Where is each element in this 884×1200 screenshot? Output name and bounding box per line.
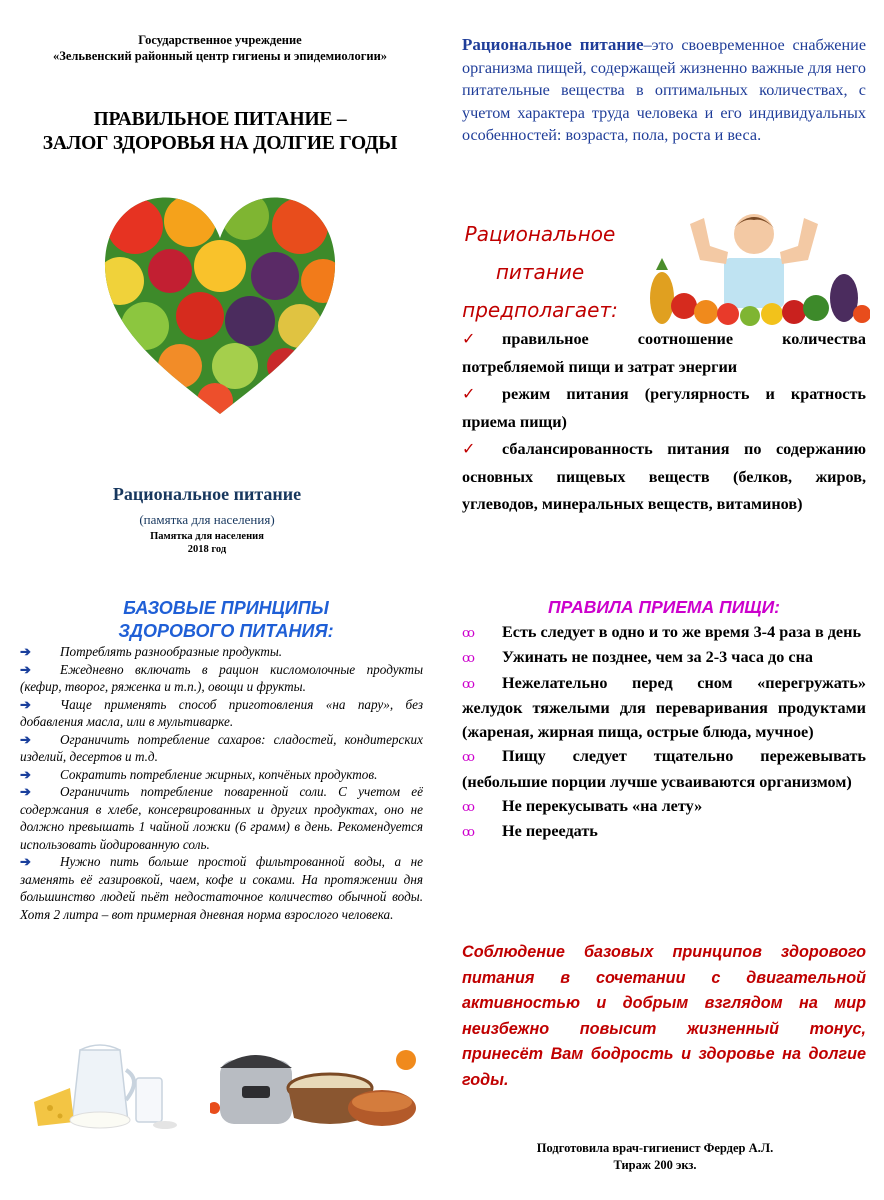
rule-item [462, 819, 866, 844]
closing-statement: Соблюдение базовых принципов здорового питания в сочетании с двигательной активностью и добрым взглядом на мир неизбежно повысит жизненный тонус, принесёт Вам бодрость и здоровье на долгие годы. [462, 943, 866, 1089]
principle-item [20, 853, 423, 923]
rules-title: ПРАВИЛА ПРИЕМА ПИЩИ: [547, 597, 781, 617]
principle-item [20, 661, 423, 696]
definition-paragraph [462, 34, 866, 147]
organization-name [20, 32, 420, 64]
implies-heading-line-3: предполагает: [462, 298, 618, 322]
organization-line-2: «Зельвенский районный центр гигиены и эпидемиологии» [52, 49, 388, 63]
implies-item-text: сбалансированность питания по содержанию основных пищевых веществ (белков, жиров, углеводов, минеральных веществ, витаминов) [462, 440, 866, 513]
principle-item-text: Ежедневно включать в рацион кисломолочные продукты (кефир, творог, ряженка и т.п.), овощи и фрукты. [20, 661, 423, 694]
decorative-link-bullet-icon: ꝏ [462, 749, 475, 765]
implies-heading-line-1: Рациональное [464, 222, 616, 246]
decorative-link-bullet-icon: ꝏ [462, 799, 475, 815]
arrow-right-icon: ➔ [20, 644, 32, 659]
booklet-note-text: Памятка для населения [150, 531, 264, 542]
rule-item-text: Пищу следует тщательно пережевывать (небольшие порции лучше усваиваются организмом) [462, 747, 866, 791]
print-run: Тираж 200 экз. [613, 1158, 697, 1172]
rule-item-text: Есть следует в одно и то же время 3-4 раза в день [502, 623, 862, 641]
principles-title [20, 597, 432, 643]
rules-list [462, 620, 866, 845]
multicooker-and-dishes-image [210, 1030, 420, 1130]
principles-title-line-2: ЗДОРОВОГО ПИТАНИЯ: [118, 621, 334, 641]
booklet-year: 2018 год [187, 544, 227, 555]
checkmark-icon: ✓ [462, 386, 476, 403]
rule-item-text: Ужинать не позднее, чем за 2-3 часа до сна [502, 648, 813, 667]
principle-item [20, 783, 423, 853]
rule-item [462, 620, 866, 645]
rule-item [462, 671, 866, 745]
rule-item-text: Нежелательно перед сном «перегружать» желудок тяжелыми для переваривания продуктами (жареная, жирная пища, острые блюда, мучное) [462, 673, 866, 742]
rule-item-text: Не переедать [502, 822, 598, 841]
implies-heading-line-2: питание [495, 260, 585, 284]
principles-list [20, 643, 423, 923]
principle-item [20, 731, 423, 766]
arrow-right-icon: ➔ [20, 784, 32, 799]
rule-item-text: Не перекусывать «на лету» [502, 797, 703, 816]
principle-item-text: Сократить потребление жирных, копчёных продуктов. [60, 766, 378, 782]
decorative-link-bullet-icon: ꝏ [462, 824, 475, 840]
main-title [20, 108, 420, 156]
definition-text: –это своевременное снабжение организма пищей, содержащей жизненно важные для него питательные вещества в оптимальных количествах, с учетом характера труда человека и его индивидуальных особенностей: возраста, пола, роста и веса. [462, 36, 866, 144]
booklet-title: Рациональное питание [112, 484, 302, 504]
checkmark-icon: ✓ [462, 331, 476, 348]
dairy-products-image [30, 1030, 180, 1130]
organization-line-1: Государственное учреждение [138, 33, 302, 47]
implies-item-text: правильное соотношение количества потребляемой пищи и затрат энергии [462, 330, 866, 376]
author-line: Подготовила врач-гигиенист Фердер А.Л. [536, 1141, 774, 1155]
checkmark-icon: ✓ [462, 441, 476, 458]
principle-item [20, 766, 423, 784]
booklet-note [20, 530, 394, 556]
main-title-line-2: ЗАЛОГ ЗДОРОВЬЯ НА ДОЛГИЕ ГОДЫ [42, 133, 398, 154]
principle-item [20, 696, 423, 731]
decorative-link-bullet-icon: ꝏ [462, 650, 475, 666]
footer-credits [470, 1140, 840, 1174]
rule-item [462, 794, 866, 819]
principle-item-text: Потреблять разнообразные продукты. [60, 644, 283, 659]
arrow-right-icon: ➔ [20, 661, 32, 677]
principle-item-text: Нужно пить больше простой фильтрованной воды, а не заменять её газировкой, чаем, кофе и соками. На протяжении дня большинство людей пьёт недостаточное количество обычной воды. Хотя 2 литра – вот примерная дневная норма взрослого человека. [20, 854, 423, 922]
implies-heading [440, 215, 640, 329]
principles-title-line-1: БАЗОВЫЕ ПРИНЦИПЫ [123, 598, 329, 618]
implies-item [462, 326, 866, 381]
definition-term: Рациональное питание [462, 35, 644, 54]
fruit-heart-image [95, 186, 345, 426]
arrow-right-icon: ➔ [20, 766, 32, 782]
arrow-right-icon: ➔ [20, 854, 32, 869]
boy-with-vegetables-image [648, 202, 870, 326]
rule-item [462, 645, 866, 670]
decorative-link-bullet-icon: ꝏ [462, 625, 475, 640]
implies-list [462, 326, 866, 519]
principle-item-text: Ограничить потребление сахаров: сладостей, кондитерских изделий, десертов и т.д. [20, 731, 423, 764]
arrow-right-icon: ➔ [20, 731, 32, 747]
rule-item [462, 744, 866, 794]
principle-item-text: Ограничить потребление поваренной соли. С учетом её содержания в хлебе, консервированных и других продуктах, оно не должно превышать 1 чайной ложки (6 грамм) в день. Рекомендуется использовать йодированную соль. [20, 784, 423, 852]
principle-item-text: Чаще применять способ приготовления «на пару», без добавления масла, или в мультиварке. [20, 696, 423, 729]
implies-item [462, 436, 866, 519]
implies-item [462, 381, 866, 436]
booklet-subtitle: (памятка для населения) [139, 512, 275, 527]
main-title-line-1: ПРАВИЛЬНОЕ ПИТАНИЕ – [93, 109, 347, 130]
principle-item [20, 643, 423, 661]
implies-item-text: режим питания (регулярность и кратность приема пищи) [462, 385, 866, 431]
arrow-right-icon: ➔ [20, 696, 32, 712]
decorative-link-bullet-icon: ꝏ [462, 675, 475, 691]
